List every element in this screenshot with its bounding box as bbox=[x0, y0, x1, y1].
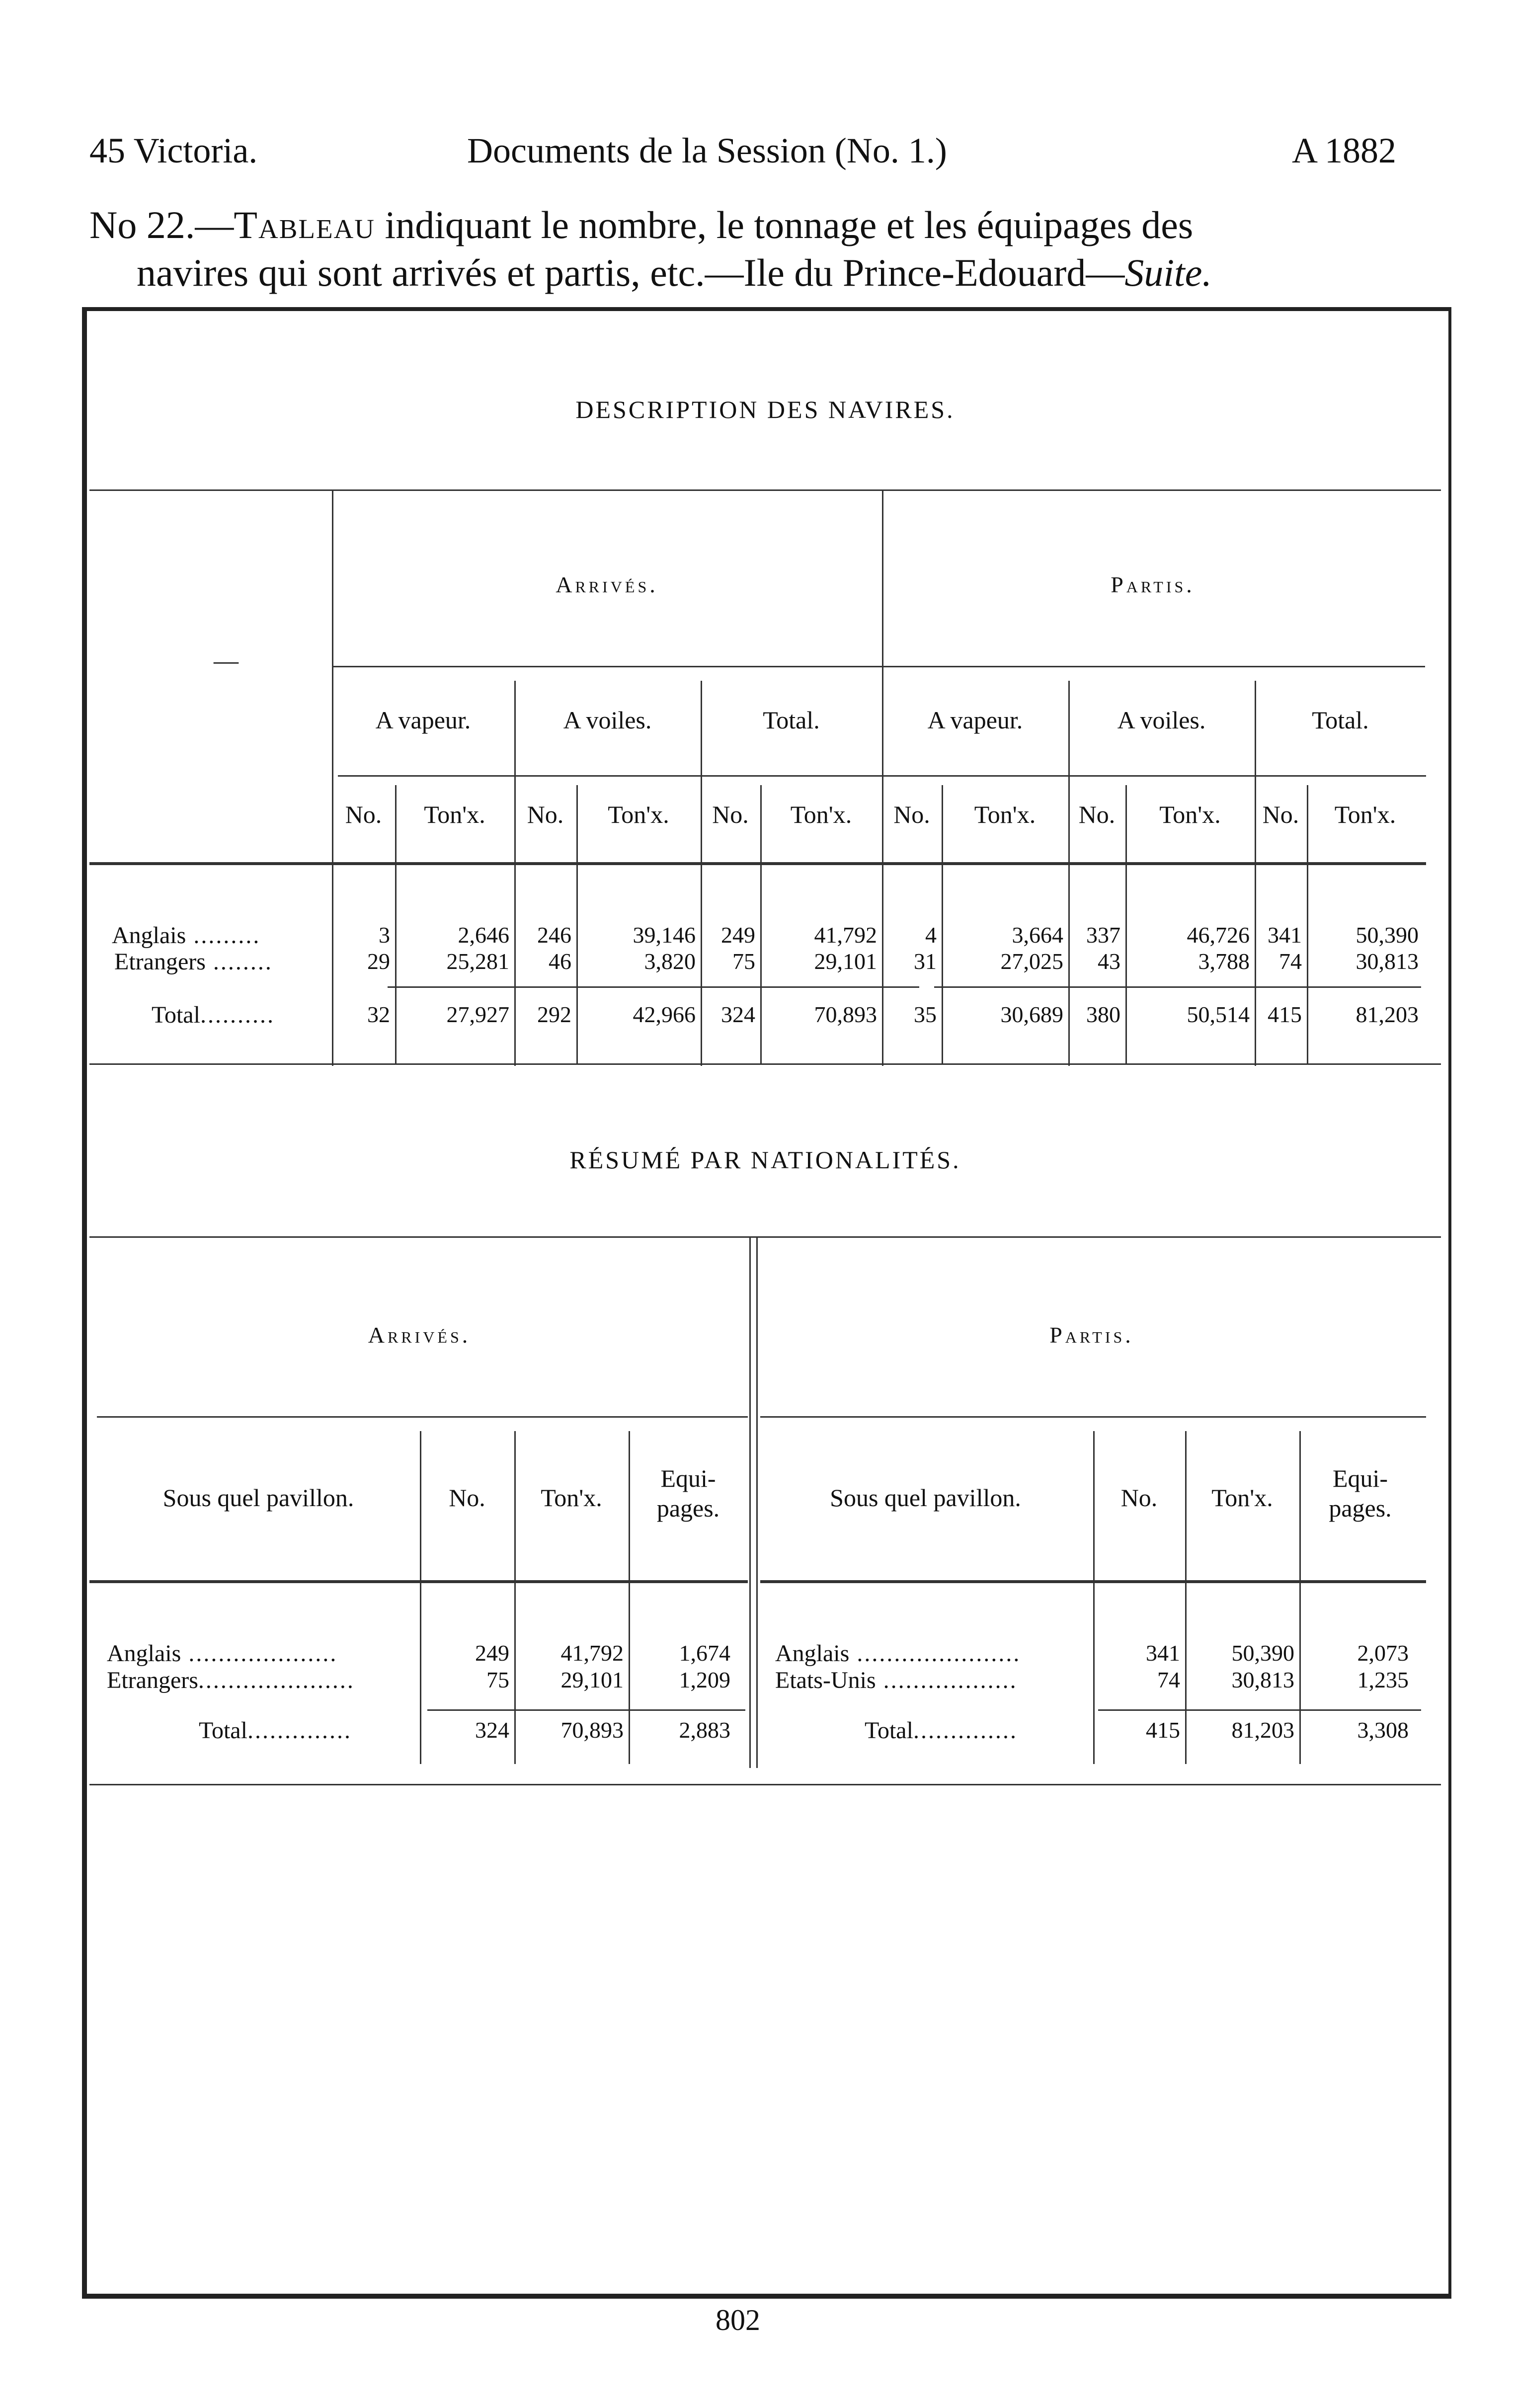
cell-value: 27,927 bbox=[446, 1002, 509, 1027]
s2-cell-ton: 41,792 bbox=[560, 1640, 624, 1666]
divider bbox=[97, 1416, 748, 1418]
arrives-heading: Arrivés. bbox=[556, 572, 658, 597]
col-no: No. bbox=[893, 801, 930, 828]
s2-col-equipages: Equi- pages. bbox=[1329, 1464, 1392, 1522]
cell-value: 74 bbox=[1279, 949, 1302, 974]
cell-value: 30,689 bbox=[1000, 1002, 1063, 1027]
s2-col-equipages: Equi- pages. bbox=[656, 1464, 720, 1522]
divider bbox=[89, 1236, 1441, 1238]
row-label: Anglais ......... bbox=[112, 922, 261, 949]
cell-value: 31 bbox=[914, 949, 937, 974]
divider bbox=[934, 986, 1421, 988]
cell-value: 43 bbox=[1098, 949, 1120, 974]
cell-value: 3,820 bbox=[644, 949, 696, 974]
s2-cell-no: 324 bbox=[475, 1717, 509, 1743]
title-suite: Suite. bbox=[1124, 251, 1212, 294]
cell-value: 29 bbox=[367, 949, 390, 974]
divider bbox=[89, 489, 1441, 491]
stub-dash: — bbox=[214, 646, 239, 674]
section2-heading: RÉSUMÉ PAR NATIONALITÉS. bbox=[569, 1146, 961, 1174]
col-no: No. bbox=[1262, 801, 1299, 828]
col-ton: Ton'x. bbox=[974, 801, 1036, 828]
cell-value: 380 bbox=[1086, 1002, 1120, 1027]
cell-value: 41,792 bbox=[814, 922, 877, 948]
cell-value: 35 bbox=[914, 1002, 937, 1027]
s2-col-ton: Ton'x. bbox=[541, 1484, 602, 1512]
col-ton: Ton'x. bbox=[1334, 801, 1396, 828]
divider bbox=[332, 666, 1425, 667]
col-no: No. bbox=[345, 801, 382, 828]
row-label: Etrangers ........ bbox=[114, 949, 273, 975]
cell-value: 246 bbox=[537, 922, 571, 948]
s2-cell-no: 74 bbox=[1157, 1667, 1180, 1692]
partis-heading: Partis. bbox=[1111, 572, 1195, 597]
divider bbox=[89, 1580, 748, 1583]
cell-value: 4 bbox=[925, 922, 937, 948]
header-left: 45 Victoria. bbox=[89, 131, 258, 170]
s2-cell-eq: 3,308 bbox=[1357, 1717, 1409, 1743]
cell-value: 324 bbox=[721, 1002, 755, 1027]
cell-value: 3,664 bbox=[1012, 922, 1063, 948]
divider bbox=[427, 1709, 745, 1711]
s2-cell-ton: 81,203 bbox=[1231, 1717, 1294, 1743]
divider bbox=[1093, 1431, 1095, 1764]
cell-value: 75 bbox=[732, 949, 755, 974]
cell-value: 42,966 bbox=[633, 1002, 696, 1027]
s2-cell-ton: 29,101 bbox=[560, 1667, 624, 1692]
s2-right-label: Anglais ...................... bbox=[775, 1640, 1021, 1667]
s2-cell-ton: 30,813 bbox=[1231, 1667, 1294, 1692]
cell-value: 27,025 bbox=[1000, 949, 1063, 974]
col-ton: Ton'x. bbox=[608, 801, 669, 828]
divider bbox=[89, 1784, 1441, 1785]
sub-par-vapeur: A vapeur. bbox=[927, 706, 1023, 734]
sub-arr-voiles: A voiles. bbox=[563, 706, 652, 734]
s2-left-label: Etrangers..................... bbox=[107, 1667, 355, 1693]
sub-arr-total: Total. bbox=[763, 706, 820, 734]
cell-value: 249 bbox=[721, 922, 755, 948]
divider bbox=[1185, 1431, 1187, 1764]
title-tableau: Tableau bbox=[234, 203, 376, 246]
divider bbox=[338, 775, 1426, 777]
col-ton: Ton'x. bbox=[424, 801, 485, 828]
col-no: No. bbox=[712, 801, 749, 828]
sub-arr-vapeur: A vapeur. bbox=[375, 706, 471, 734]
section1-heading: DESCRIPTION DES NAVIRES. bbox=[575, 396, 955, 423]
page-number: 802 bbox=[716, 2304, 760, 2336]
header-right: A 1882 bbox=[1292, 131, 1397, 170]
title-prefix: No 22.— bbox=[89, 203, 234, 246]
s2-cell-eq: 1,209 bbox=[679, 1667, 730, 1692]
s2-cell-eq: 1,235 bbox=[1357, 1667, 1409, 1692]
cell-value: 81,203 bbox=[1356, 1002, 1419, 1027]
cell-value: 292 bbox=[537, 1002, 571, 1027]
s2-col-pavillon: Sous quel pavillon. bbox=[162, 1484, 354, 1512]
cell-value: 46 bbox=[549, 949, 571, 974]
s2-col-pavillon: Sous quel pavillon. bbox=[830, 1484, 1021, 1512]
table-frame bbox=[82, 307, 1451, 2299]
s2-cell-no: 249 bbox=[475, 1640, 509, 1666]
divider bbox=[89, 1063, 1441, 1065]
s2-arrives: Arrivés. bbox=[368, 1322, 471, 1348]
sub-par-voiles: A voiles. bbox=[1117, 706, 1206, 734]
divider bbox=[1098, 1709, 1421, 1711]
divider bbox=[89, 862, 1426, 865]
divider bbox=[756, 1236, 758, 1768]
cell-value: 341 bbox=[1268, 922, 1302, 948]
title-rest: indiquant le nombre, le tonnage et les équipages des bbox=[375, 203, 1194, 246]
cell-value: 25,281 bbox=[446, 949, 509, 974]
cell-value: 30,813 bbox=[1356, 949, 1419, 974]
divider bbox=[420, 1431, 421, 1764]
s2-cell-no: 415 bbox=[1146, 1717, 1180, 1743]
divider bbox=[760, 1416, 1426, 1418]
s2-cell-ton: 50,390 bbox=[1231, 1640, 1294, 1666]
s2-col-no: No. bbox=[449, 1484, 485, 1512]
s2-cell-no: 341 bbox=[1146, 1640, 1180, 1666]
divider bbox=[749, 1236, 751, 1768]
divider bbox=[760, 1580, 1426, 1583]
cell-value: 29,101 bbox=[814, 949, 877, 974]
title-line2: navires qui sont arrivés et partis, etc.—Ile du Prince-Edouard— bbox=[137, 251, 1125, 294]
sub-par-total: Total. bbox=[1312, 706, 1369, 734]
header-center: Documents de la Session (No. 1.) bbox=[467, 131, 947, 170]
s2-cell-eq: 2,073 bbox=[1357, 1640, 1409, 1666]
cell-value: 3,788 bbox=[1198, 949, 1250, 974]
cell-value: 50,390 bbox=[1356, 922, 1419, 948]
cell-value: 46,726 bbox=[1187, 922, 1250, 948]
divider bbox=[388, 986, 919, 988]
col-ton: Ton'x. bbox=[790, 801, 852, 828]
s2-right-label: Total.............. bbox=[865, 1717, 1018, 1744]
divider bbox=[514, 1431, 516, 1764]
cell-value: 2,646 bbox=[458, 922, 509, 948]
s2-left-label: Anglais .................... bbox=[107, 1640, 338, 1667]
cell-value: 415 bbox=[1268, 1002, 1302, 1027]
col-no: No. bbox=[527, 801, 564, 828]
cell-value: 3 bbox=[379, 922, 390, 948]
s2-cell-eq: 1,674 bbox=[679, 1640, 730, 1666]
cell-value: 50,514 bbox=[1187, 1002, 1250, 1027]
cell-value: 39,146 bbox=[633, 922, 696, 948]
s2-cell-ton: 70,893 bbox=[560, 1717, 624, 1743]
cell-value: 70,893 bbox=[814, 1002, 877, 1027]
col-no: No. bbox=[1078, 801, 1116, 828]
s2-col-ton: Ton'x. bbox=[1211, 1484, 1273, 1512]
row-label: Total.......... bbox=[152, 1002, 275, 1028]
s2-col-no: No. bbox=[1120, 1484, 1158, 1512]
cell-value: 337 bbox=[1086, 922, 1120, 948]
s2-partis: Partis. bbox=[1049, 1322, 1134, 1348]
s2-left-label: Total.............. bbox=[199, 1717, 352, 1744]
s2-cell-eq: 2,883 bbox=[679, 1717, 730, 1743]
col-ton: Ton'x. bbox=[1159, 801, 1221, 828]
table-title bbox=[89, 201, 1471, 297]
cell-value: 32 bbox=[367, 1002, 390, 1027]
s2-right-label: Etats-Unis .................. bbox=[775, 1667, 1018, 1693]
s2-cell-no: 75 bbox=[486, 1667, 509, 1692]
